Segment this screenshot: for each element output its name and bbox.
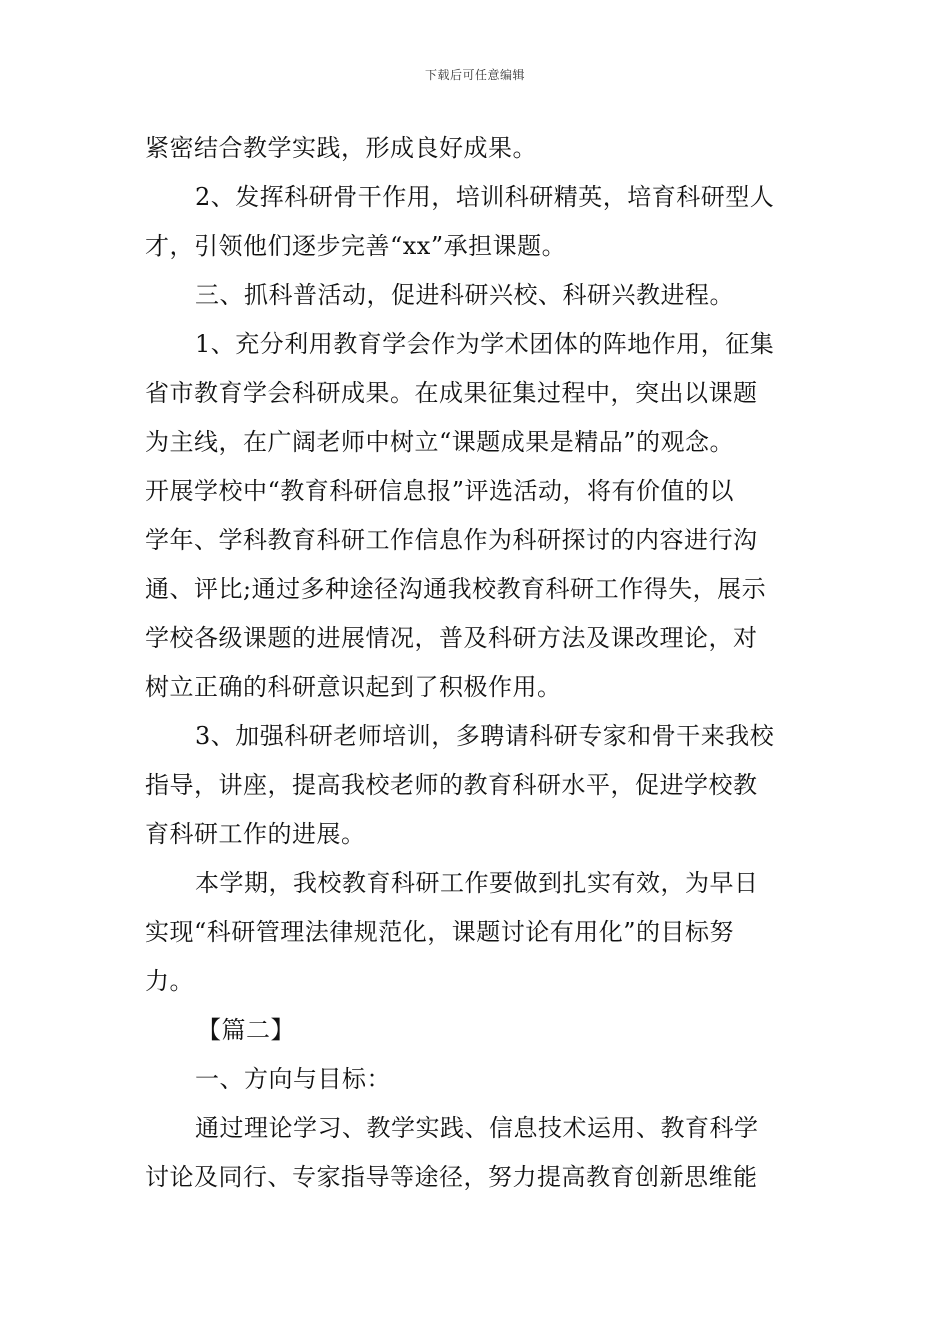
text-line: 实现“科研管理法律规范化，课题讨论有用化”的目标努 bbox=[145, 918, 735, 946]
text-line: 紧密结合教学实践，形成良好成果。 bbox=[145, 134, 537, 162]
text-line: 育科研工作的进展。 bbox=[145, 820, 366, 848]
text-line: 1、充分利用教育学会作为学术团体的阵地作用，征集 bbox=[195, 330, 775, 358]
page-header: 下载后可任意编辑 bbox=[424, 68, 525, 82]
document-body bbox=[145, 124, 810, 1202]
section-heading: 三、抓科普活动，促进科研兴校、科研兴教进程。 bbox=[195, 281, 734, 309]
text-line: 学校各级课题的进展情况，普及科研方法及课改理论，对 bbox=[145, 624, 758, 652]
chapter-heading: 【篇二】 bbox=[197, 1016, 295, 1044]
text-line: 通、评比;通过多种途径沟通我校教育科研工作得失，展示 bbox=[145, 575, 767, 603]
text-line: 本学期，我校教育科研工作要做到扎实有效，为早日 bbox=[195, 869, 759, 897]
text-line: 开展学校中“教育科研信息报”评选活动，将有价值的以 bbox=[145, 477, 735, 505]
text-line: 3、加强科研老师培训，多聘请科研专家和骨干来我校 bbox=[195, 722, 775, 750]
text-line: 省市教育学会科研成果。在成果征集过程中，突出以课题 bbox=[145, 379, 758, 407]
text-line: 力。 bbox=[145, 967, 194, 995]
text-line: 讨论及同行、专家指导等途径，努力提高教育创新思维能 bbox=[145, 1163, 758, 1191]
text-line: 学年、学科教育科研工作信息作为科研探讨的内容进行沟 bbox=[145, 526, 758, 554]
section-heading: 一、方向与目标： bbox=[195, 1065, 391, 1093]
text-line: 才，引领他们逐步完善“xx”承担课题。 bbox=[145, 232, 567, 260]
text-line: 2、发挥科研骨干作用，培训科研精英，培育科研型人 bbox=[195, 183, 775, 211]
text-line: 树立正确的科研意识起到了积极作用。 bbox=[145, 673, 562, 701]
text-line: 通过理论学习、教学实践、信息技术运用、教育科学 bbox=[195, 1114, 759, 1142]
text-line: 为主线，在广阔老师中树立“课题成果是精品”的观念。 bbox=[145, 428, 735, 456]
text-line: 指导，讲座，提高我校老师的教育科研水平，促进学校教 bbox=[145, 771, 758, 799]
